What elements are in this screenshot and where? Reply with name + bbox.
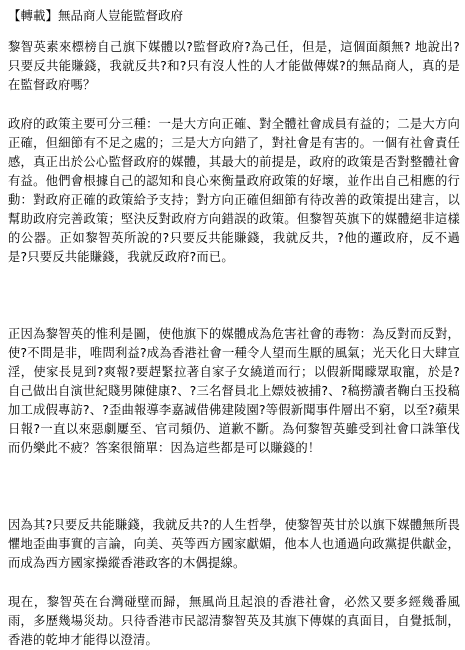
article-title: 【轉載】無品商人豈能監督政府	[8, 8, 184, 23]
paragraph-4: 因為其?只要反共能賺錢，我就反共?的人生哲學，使黎智英甘於以旗下媒體無所畏懼地歪曲事實的言論，向美、英等西方國家獻媚，他本人也通過向政黨提供獻金，而成為西方國家操縱香港政客的木偶提線。	[8, 518, 460, 570]
paragraph-1: 黎智英素來標榜自己旗下媒體以?監督政府?為己任，但是，這個面顏無? 地說出?只要反共能賺錢，我就反共?和?只有沒人性的人才能做傳媒?的無品商人，真的是在監督政府嗎？	[8, 40, 460, 92]
paragraph-5: 現在，黎智英在台灣碰壁而歸，無風尚且起浪的香港社會，必然又要多經幾番風雨，多歷幾場災劫。只待香港市民認清黎智英及其旗下傳媒的真面目，自覺抵制，香港的乾坤才能得以澄清。	[8, 595, 460, 647]
article	[8, 8, 460, 650]
paragraph-2: 政府的政策主要可分三種：一是大方向正確、對全體社會成員有益的；二是大方向正確，但細節有不足之處的；三是大方向錯了，對社會是有害的。一個有社會責任感，真正出於公心監督政府的媒體，其最大的前提是，政府的政策是否對整體社會有益。他們會根據自己的認知和良心來衡量政府政策的好壞，並作出自己相應的行動：對政府正確的政策給予支持；對方向正確但細節有待改善的政策提出建言，以幫助政府完善政策；堅決反對政府方向錯誤的政策。但黎智英旗下的媒體絕非這樣的公器。正如黎智英所說的?只要反共能賺錢，我就反共，?他的邏政府，反不過是?只要反共能賺錢，我就反政府?而已。	[8, 117, 460, 264]
paragraph-3: 正因為黎智英的惟利是圖，使他旗下的媒體成為危害社會的毒物：為反對而反對，使?不問是非，唯問利益?成為香港社會一種令人望而生厭的風氣；光天化日大肆宣淫，使家長見到?爽報?要趕緊拉著自家子女繞道而行；以假新聞矇眾取寵，於是?自己做出自演世紀賤男陳健康?、?三名督員北上嫖妓被捕?、?稿撈讀者鞠白玉投稿加工成假專訪?、?歪曲報導李嘉誠借佛建陵園?等假新聞事件層出不窮，以至?蘋果日報?一直以來惡劇屢至、官司頻仍、道歉不斷。為何黎智英雖受到社會口誅筆伐而仍樂此不疲？答案很簡單：因為這些都是可以賺錢的！	[8, 327, 460, 455]
